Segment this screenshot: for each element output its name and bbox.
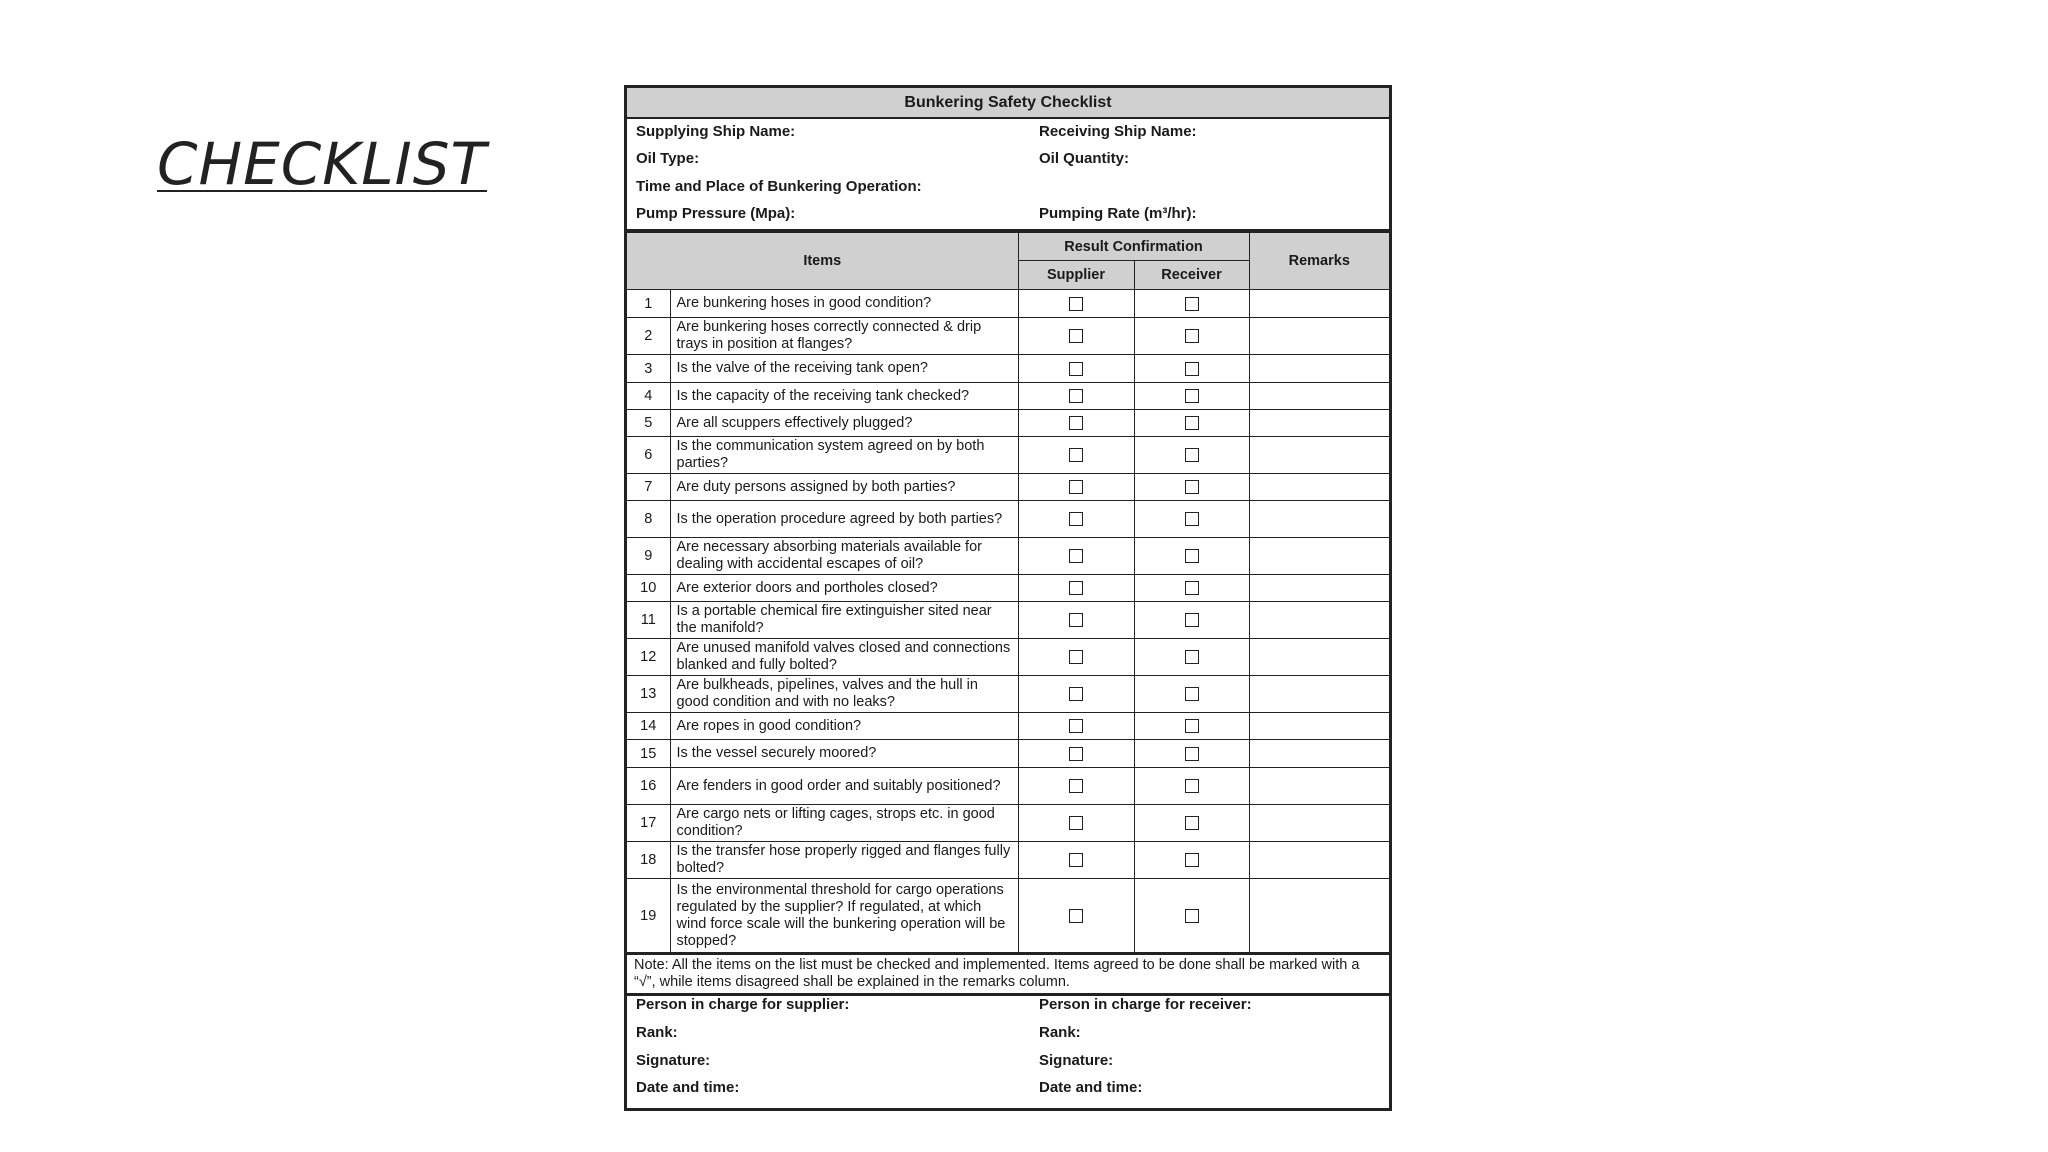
slide-title: CHECKLIST xyxy=(157,130,487,198)
receiver-checkbox[interactable] xyxy=(1185,909,1199,923)
receiver-check-cell xyxy=(1134,676,1249,713)
item-question: Are all scuppers effectively plugged? xyxy=(670,410,1018,437)
remarks-cell[interactable] xyxy=(1249,713,1389,740)
supplier-header: Supplier xyxy=(1018,261,1134,290)
table-row xyxy=(627,842,1389,879)
supplier-check-cell xyxy=(1018,474,1134,501)
item-question: Is the capacity of the receiving tank checked? xyxy=(670,383,1018,410)
receiver-header: Receiver xyxy=(1134,261,1249,290)
remarks-cell[interactable] xyxy=(1249,474,1389,501)
receiver-check-cell xyxy=(1134,290,1249,318)
receiver-check-cell xyxy=(1134,639,1249,676)
item-question: Is a portable chemical fire extinguisher sited near the manifold? xyxy=(670,602,1018,639)
receiver-check-cell xyxy=(1134,538,1249,575)
remarks-cell[interactable] xyxy=(1249,355,1389,383)
receiver-check-cell xyxy=(1134,501,1249,538)
receiver-check-cell xyxy=(1134,879,1249,953)
item-question: Are unused manifold valves closed and connections blanked and fully bolted? xyxy=(670,639,1018,676)
supplier-check-cell xyxy=(1018,501,1134,538)
item-number: 15 xyxy=(627,740,670,768)
supplier-checkbox[interactable] xyxy=(1069,480,1083,494)
receiver-check-cell xyxy=(1134,410,1249,437)
receiver-checkbox[interactable] xyxy=(1185,297,1199,311)
receiver-checkbox[interactable] xyxy=(1185,687,1199,701)
receiver-check-cell xyxy=(1134,740,1249,768)
item-number: 1 xyxy=(627,290,670,318)
receiver-checkbox[interactable] xyxy=(1185,512,1199,526)
items-header: Items xyxy=(627,233,1018,290)
supplier-checkbox[interactable] xyxy=(1069,297,1083,311)
supplier-checkbox[interactable] xyxy=(1069,816,1083,830)
item-number: 6 xyxy=(627,437,670,474)
remarks-cell[interactable] xyxy=(1249,538,1389,575)
checklist-document xyxy=(624,85,1392,1111)
remarks-cell[interactable] xyxy=(1249,676,1389,713)
receiver-check-cell xyxy=(1134,383,1249,410)
item-number: 5 xyxy=(627,410,670,437)
receiver-checkbox[interactable] xyxy=(1185,613,1199,627)
remarks-cell[interactable] xyxy=(1249,602,1389,639)
remarks-cell[interactable] xyxy=(1249,437,1389,474)
item-question: Are fenders in good order and suitably positioned? xyxy=(670,768,1018,805)
supplier-check-cell xyxy=(1018,842,1134,879)
result-confirmation-header: Result Confirmation xyxy=(1018,233,1249,261)
remarks-cell[interactable] xyxy=(1249,740,1389,768)
supplier-checkbox[interactable] xyxy=(1069,389,1083,403)
receiving-ship-label: Receiving Ship Name: xyxy=(1039,123,1197,140)
item-number: 8 xyxy=(627,501,670,538)
supplier-checkbox[interactable] xyxy=(1069,650,1083,664)
table-row xyxy=(627,474,1389,501)
table-row xyxy=(627,383,1389,410)
supplier-check-cell xyxy=(1018,437,1134,474)
receiver-checkbox[interactable] xyxy=(1185,549,1199,563)
supplier-check-cell xyxy=(1018,768,1134,805)
receiver-check-cell xyxy=(1134,713,1249,740)
receiver-check-cell xyxy=(1134,437,1249,474)
item-number: 14 xyxy=(627,713,670,740)
remarks-cell[interactable] xyxy=(1249,575,1389,602)
checklist-note: Note: All the items on the list must be checked and implemented. Items agreed to be done shall be marked with a “√”, while items disagreed shall be explained in the remarks column. xyxy=(627,953,1389,996)
table-row xyxy=(627,713,1389,740)
checklist-table xyxy=(627,232,1389,953)
item-number: 10 xyxy=(627,575,670,602)
supplier-check-cell xyxy=(1018,676,1134,713)
supplier-check-cell xyxy=(1018,639,1134,676)
supplier-check-cell xyxy=(1018,740,1134,768)
oil-type-label: Oil Type: xyxy=(636,150,700,167)
receiver-checkbox[interactable] xyxy=(1185,389,1199,403)
supplier-check-cell xyxy=(1018,318,1134,355)
table-row xyxy=(627,501,1389,538)
table-row xyxy=(627,602,1389,639)
table-row xyxy=(627,410,1389,437)
receiver-date-label: Date and time: xyxy=(1039,1079,1143,1096)
receiver-check-cell xyxy=(1134,768,1249,805)
supplier-check-cell xyxy=(1018,538,1134,575)
checklist-title: Bunkering Safety Checklist xyxy=(627,88,1389,119)
receiver-person-label: Person in charge for receiver: xyxy=(1039,996,1252,1013)
table-row xyxy=(627,437,1389,474)
receiver-checkbox[interactable] xyxy=(1185,480,1199,494)
receiver-checkbox[interactable] xyxy=(1185,816,1199,830)
supplier-checkbox[interactable] xyxy=(1069,512,1083,526)
item-number: 17 xyxy=(627,805,670,842)
supplier-check-cell xyxy=(1018,290,1134,318)
table-row xyxy=(627,318,1389,355)
supplier-checkbox[interactable] xyxy=(1069,747,1083,761)
supplier-checkbox[interactable] xyxy=(1069,448,1083,462)
receiver-checkbox[interactable] xyxy=(1185,448,1199,462)
supplier-checkbox[interactable] xyxy=(1069,362,1083,376)
item-number: 19 xyxy=(627,879,670,953)
remarks-cell[interactable] xyxy=(1249,639,1389,676)
supplier-checkbox[interactable] xyxy=(1069,416,1083,430)
supplier-check-cell xyxy=(1018,410,1134,437)
time-place-label: Time and Place of Bunkering Operation: xyxy=(636,178,922,195)
receiver-check-cell xyxy=(1134,474,1249,501)
pumping-rate-label: Pumping Rate (m³/hr): xyxy=(1039,205,1197,222)
remarks-cell[interactable] xyxy=(1249,410,1389,437)
signature-section xyxy=(627,996,1389,1108)
item-number: 12 xyxy=(627,639,670,676)
receiver-checkbox[interactable] xyxy=(1185,362,1199,376)
table-row xyxy=(627,676,1389,713)
remarks-cell[interactable] xyxy=(1249,501,1389,538)
item-question: Are cargo nets or lifting cages, strops etc. in good condition? xyxy=(670,805,1018,842)
supplier-checkbox[interactable] xyxy=(1069,549,1083,563)
receiver-checkbox[interactable] xyxy=(1185,719,1199,733)
table-row xyxy=(627,575,1389,602)
remarks-cell[interactable] xyxy=(1249,383,1389,410)
supplier-checkbox[interactable] xyxy=(1069,329,1083,343)
receiver-checkbox[interactable] xyxy=(1185,650,1199,664)
receiver-checkbox[interactable] xyxy=(1185,416,1199,430)
supplier-check-cell xyxy=(1018,805,1134,842)
receiver-checkbox[interactable] xyxy=(1185,581,1199,595)
item-number: 7 xyxy=(627,474,670,501)
supplier-checkbox[interactable] xyxy=(1069,613,1083,627)
supplier-checkbox[interactable] xyxy=(1069,687,1083,701)
receiver-check-cell xyxy=(1134,318,1249,355)
supplier-checkbox[interactable] xyxy=(1069,909,1083,923)
supplier-checkbox[interactable] xyxy=(1069,581,1083,595)
table-row xyxy=(627,639,1389,676)
receiver-checkbox[interactable] xyxy=(1185,329,1199,343)
oil-quantity-label: Oil Quantity: xyxy=(1039,150,1129,167)
supplier-date-label: Date and time: xyxy=(636,1079,740,1096)
item-number: 13 xyxy=(627,676,670,713)
item-question: Are bunkering hoses in good condition? xyxy=(670,290,1018,318)
supplier-checkbox[interactable] xyxy=(1069,719,1083,733)
supplier-check-cell xyxy=(1018,879,1134,953)
table-row xyxy=(627,879,1389,953)
item-question: Are bulkheads, pipelines, valves and the hull in good condition and with no leaks? xyxy=(670,676,1018,713)
receiver-check-cell xyxy=(1134,805,1249,842)
receiver-checkbox[interactable] xyxy=(1185,779,1199,793)
supplier-check-cell xyxy=(1018,602,1134,639)
receiver-check-cell xyxy=(1134,355,1249,383)
supplier-rank-label: Rank: xyxy=(636,1024,678,1041)
supplier-check-cell xyxy=(1018,713,1134,740)
item-number: 11 xyxy=(627,602,670,639)
remarks-cell[interactable] xyxy=(1249,768,1389,805)
remarks-cell[interactable] xyxy=(1249,318,1389,355)
ship-info-section xyxy=(627,119,1389,232)
remarks-cell[interactable] xyxy=(1249,805,1389,842)
item-number: 2 xyxy=(627,318,670,355)
receiver-check-cell xyxy=(1134,842,1249,879)
item-question: Are necessary absorbing materials available for dealing with accidental escapes of oil? xyxy=(670,538,1018,575)
receiver-checkbox[interactable] xyxy=(1185,853,1199,867)
item-number: 9 xyxy=(627,538,670,575)
item-question: Are bunkering hoses correctly connected & drip trays in position at flanges? xyxy=(670,318,1018,355)
item-question: Is the valve of the receiving tank open? xyxy=(670,355,1018,383)
receiver-check-cell xyxy=(1134,602,1249,639)
remarks-header: Remarks xyxy=(1249,233,1389,290)
pump-pressure-label: Pump Pressure (Mpa): xyxy=(636,205,796,222)
item-number: 18 xyxy=(627,842,670,879)
item-question: Is the environmental threshold for cargo operations regulated by the supplier? If regulated, at which wind force scale will the bunkering operation will be stopped? xyxy=(670,879,1018,953)
remarks-cell[interactable] xyxy=(1249,842,1389,879)
table-row xyxy=(627,355,1389,383)
item-question: Is the vessel securely moored? xyxy=(670,740,1018,768)
receiver-checkbox[interactable] xyxy=(1185,747,1199,761)
remarks-cell[interactable] xyxy=(1249,290,1389,318)
supplier-person-label: Person in charge for supplier: xyxy=(636,996,850,1013)
item-question: Are exterior doors and portholes closed? xyxy=(670,575,1018,602)
item-number: 4 xyxy=(627,383,670,410)
item-question: Is the communication system agreed on by both parties? xyxy=(670,437,1018,474)
supplier-check-cell xyxy=(1018,355,1134,383)
table-row xyxy=(627,290,1389,318)
supplying-ship-label: Supplying Ship Name: xyxy=(636,123,796,140)
table-row xyxy=(627,768,1389,805)
supplier-check-cell xyxy=(1018,383,1134,410)
table-row xyxy=(627,805,1389,842)
item-question: Are ropes in good condition? xyxy=(670,713,1018,740)
supplier-check-cell xyxy=(1018,575,1134,602)
receiver-check-cell xyxy=(1134,575,1249,602)
item-question: Is the transfer hose properly rigged and flanges fully bolted? xyxy=(670,842,1018,879)
remarks-cell[interactable] xyxy=(1249,879,1389,953)
supplier-checkbox[interactable] xyxy=(1069,779,1083,793)
receiver-rank-label: Rank: xyxy=(1039,1024,1081,1041)
item-question: Are duty persons assigned by both parties? xyxy=(670,474,1018,501)
item-number: 16 xyxy=(627,768,670,805)
table-row xyxy=(627,538,1389,575)
item-question: Is the operation procedure agreed by both parties? xyxy=(670,501,1018,538)
supplier-checkbox[interactable] xyxy=(1069,853,1083,867)
receiver-signature-label: Signature: xyxy=(1039,1052,1114,1069)
supplier-signature-label: Signature: xyxy=(636,1052,711,1069)
table-row xyxy=(627,740,1389,768)
item-number: 3 xyxy=(627,355,670,383)
